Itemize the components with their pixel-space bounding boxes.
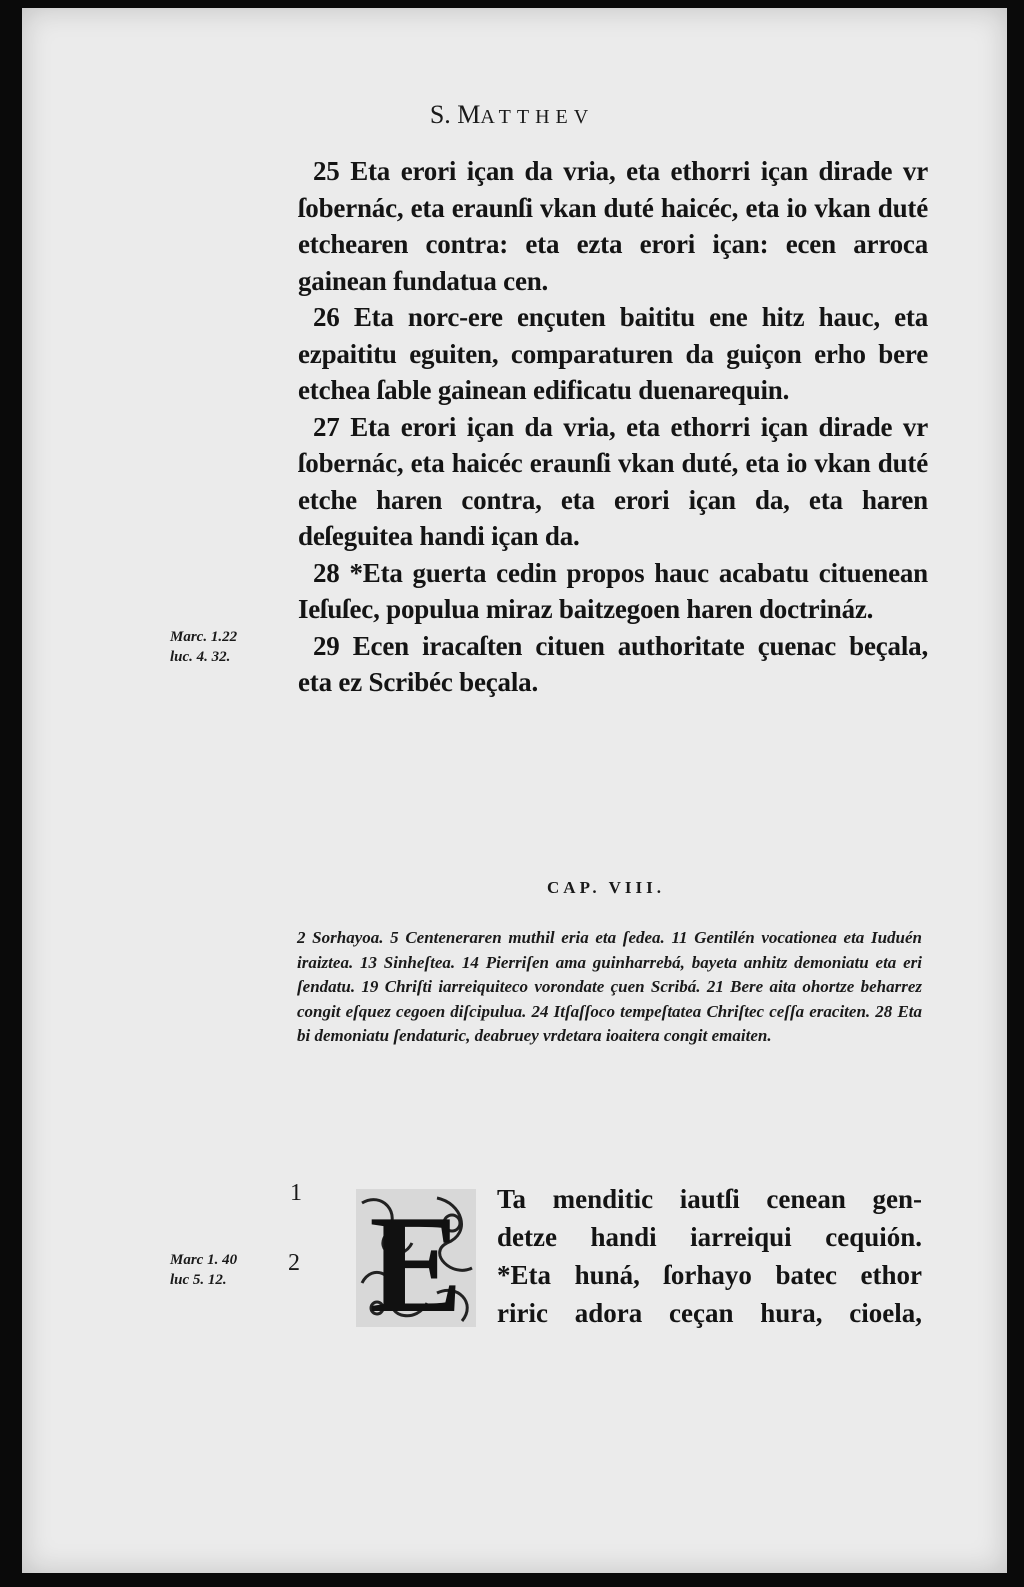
verse-1-2-text — [497, 1180, 922, 1332]
verse-number-2: 2 — [288, 1250, 300, 1276]
ornament-icon — [342, 1183, 490, 1331]
chapter-summary: 2 Sorhayoa. 5 Centeneraren muthil eria eta ſedea. 11 Gentilén vocationea eta Iuduén iraiztea. 13 Sinheſtea. 14 Pierriſen ama guinharrebá, bayeta anhitz demoniatu eta eri ſendatu. 19 Chriſti iarreiquiteco vorondate çuen Scribá. 21 Bere aita ohortze beharrez congit eſquez cegoen diſcipulua. 24 Itſaſſoco tempeſtatea Chriſtec ceſſa eraciten. 28 Eta bi demoniatu ſendaturic, deabruey vrdetara ioaitera congit emaiten. — [297, 928, 922, 1045]
text-line: Ta menditic iautſi cenean gen- — [497, 1184, 922, 1214]
verse-number-1: 1 — [290, 1180, 302, 1206]
text-line: riric adora ceçan hura, cioela, — [497, 1298, 922, 1328]
verse-27: 27 Eta erori içan da vria, eta ethorri içan dirade vr ſobernác, eta haicéc eraunſi vkan duté, eta io vkan duté etche haren contra, eta erori içan da, eta haren deſeguitea handi içan da. — [298, 411, 928, 551]
margin-reference-2-line1: Marc 1. 40 — [170, 1252, 238, 1268]
verse-25: 25 Eta erori içan da vria, eta ethorri içan dirade vr ſobernác, eta eraunſi vkan duté haicéc, eta io vkan duté etchearen contra: eta ezta erori içan: ecen arroca gainean fundatua cen. — [298, 156, 928, 296]
text-line: detze handi iarreiqui cequión. — [497, 1222, 922, 1252]
margin-reference-2 — [170, 1250, 237, 1290]
header-rest: ATTHEV — [480, 106, 595, 128]
text-line: *Eta huná, ſorhayo batec ethor — [497, 1260, 922, 1290]
verse-29: 29 Ecen iracaſten cituen authoritate çuenac beçala, eta ez Scribéc beçala. — [298, 630, 928, 697]
main-text — [298, 153, 928, 701]
decorated-initial — [342, 1183, 490, 1331]
margin-reference-1 — [170, 627, 237, 667]
header-initial: S. M — [429, 100, 481, 129]
dropcap-letter: E — [369, 1187, 463, 1331]
margin-reference-2-line2: luc 5. 12. — [170, 1272, 227, 1288]
verse-28: 28 *Eta guerta cedin propos hauc acabatu cituenean Ieſuſec, populua miraz baitzegoen haren doctrináz. — [298, 557, 928, 624]
running-header — [0, 100, 1024, 130]
verse-26: 26 Eta norc-ere ençuten baititu ene hitz hauc, eta ezpaititu eguiten, comparaturen da guiçon erho bere etchea ſable gainean edificatu duenarequin. — [298, 302, 928, 405]
margin-reference-1-line2: luc. 4. 32. — [170, 649, 231, 665]
margin-reference-1-line1: Marc. 1.22 — [170, 629, 238, 645]
chapter-heading: CAP. VIII. — [547, 878, 665, 897]
